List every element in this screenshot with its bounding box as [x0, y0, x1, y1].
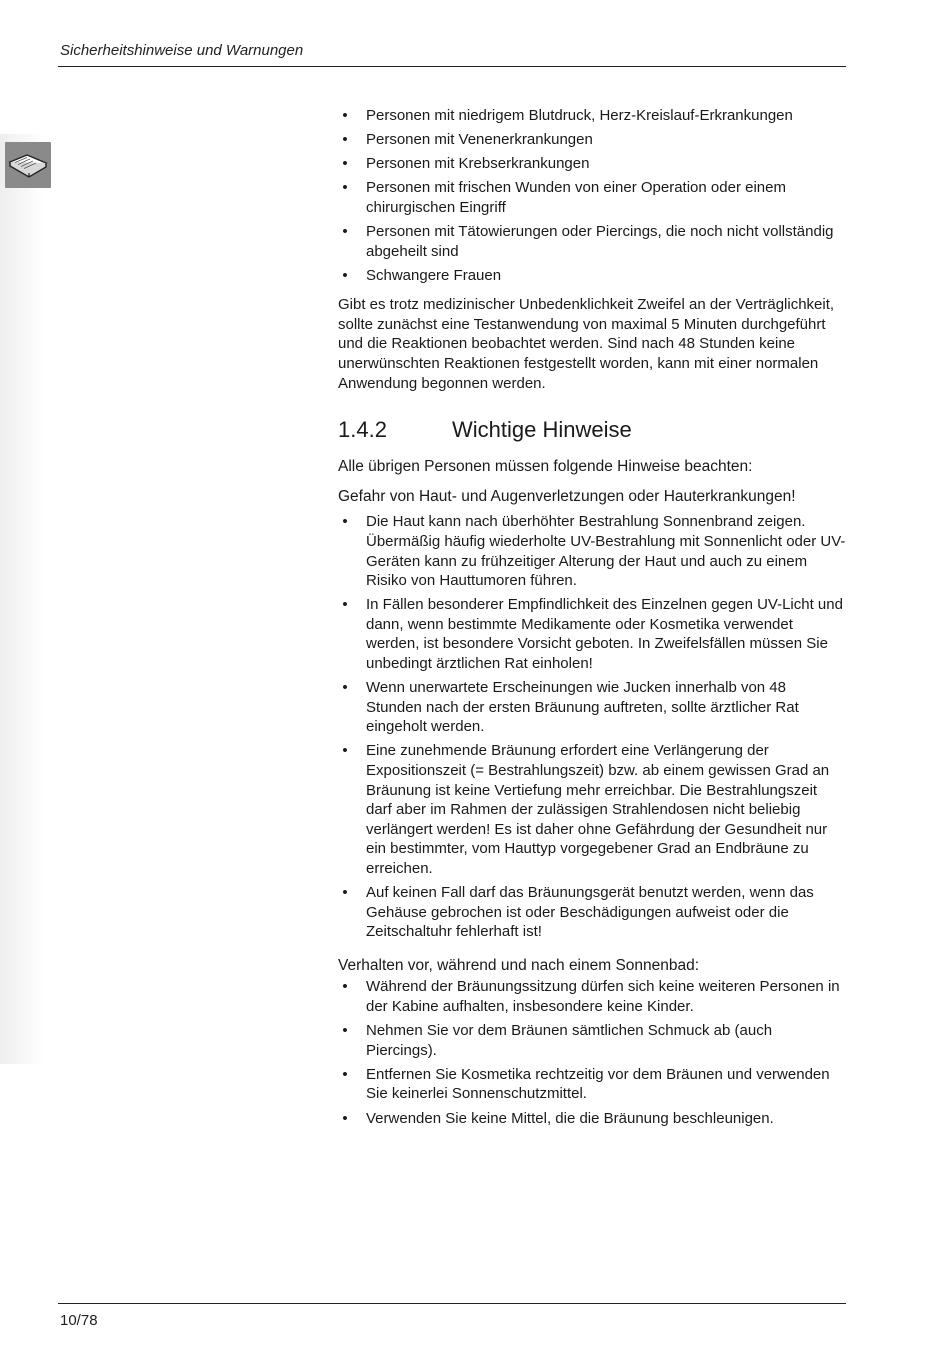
- bullet: •: [342, 179, 348, 197]
- bullet: •: [342, 742, 348, 760]
- section-title: Wichtige Hinweise: [452, 417, 632, 443]
- header-rule: [58, 66, 846, 67]
- list-item-text: In Fällen besonderer Empfindlichkeit des Einzelnen gegen UV-Licht und dann, wenn bestimmte Medikamente oder Kosmetika verwendet werden, ist besondere Vorsicht geboten. In Zweifelsfällen müssen Sie unbedingt ärztlichen Rat einholen!: [366, 596, 843, 673]
- list-item-text: Schwangere Frauen: [366, 266, 502, 284]
- list-item-text: Während der Bräunungssitzung dürfen sich keine weiteren Personen in der Kabine aufhalten, insbesondere keine Kinder.: [366, 978, 840, 1016]
- side-strip: [0, 134, 44, 1064]
- bullet: •: [342, 679, 348, 697]
- list-item: [338, 1021, 846, 1060]
- risk-groups-list: [338, 106, 846, 285]
- list-item-text: Personen mit niedrigem Blutdruck, Herz-Kreislauf-Erkrankungen: [366, 107, 793, 124]
- book-icon: [5, 142, 51, 188]
- list-item: [338, 154, 846, 174]
- bullet: •: [342, 513, 348, 531]
- list-item-text: Entfernen Sie Kosmetika rechtzeitig vor dem Bräunen und verwenden Sie keinerlei Sonnenschutzmittel.: [366, 1065, 830, 1103]
- list-item-text: Nehmen Sie vor dem Bräunen sämtlichen Schmuck ab (auch Piercings).: [366, 1022, 773, 1059]
- bullet: •: [342, 266, 348, 284]
- bullet: •: [342, 884, 348, 902]
- page-number: 10/78: [60, 1312, 98, 1329]
- list-item: [338, 1065, 846, 1104]
- warning-list: [338, 512, 846, 941]
- bullet: •: [342, 131, 348, 149]
- running-header: Sicherheitshinweise und Warnungen: [60, 42, 304, 59]
- list-item: [338, 178, 846, 217]
- list-item: [338, 678, 846, 737]
- list-item-text: Die Haut kann nach überhöhter Bestrahlung Sonnenbrand zeigen. Übermäßig häufig wiederholte UV-Bestrahlung mit Sonnenlicht oder UV-Geräten kann zu frühzeitiger Alterung der Haut und auch zu einem Risiko von Hauttumoren führen.: [366, 513, 846, 590]
- list-item: [338, 883, 846, 942]
- section-heading: [338, 415, 846, 445]
- bullet: •: [342, 978, 348, 996]
- intro-text: Alle übrigen Personen müssen folgende Hinweise beachten:: [338, 458, 753, 476]
- list-item: [338, 222, 846, 261]
- list-item: [338, 741, 846, 878]
- bullet: •: [342, 1109, 348, 1127]
- list-item: [338, 595, 846, 673]
- behavior-heading: Verhalten vor, während und nach einem Sonnenbad:: [338, 956, 700, 974]
- list-item-text: Eine zunehmende Bräunung erfordert eine Verlängerung der Expositionszeit (= Bestrahlungszeit) bzw. ab einem gewissen Grad an Bräunung ist keine Vertiefung mehr erreichbar. Die Bestrahlungszeit darf aber im Rahmen der zulässigen Strahlendosen nicht beliebig verlängert werden! Es ist daher ohne Gefährdung der Gesundheit nur ein bestimmter, vom Hauttyp vorgegebener Grad an Endbräune zu erreichen.: [366, 742, 830, 877]
- footer-rule: [58, 1303, 846, 1304]
- list-item: [338, 106, 846, 126]
- list-item: [338, 512, 846, 590]
- list-item-text: Wenn unerwartete Erscheinungen wie Jucken innerhalb von 48 Stunden nach der ersten Bräunung auftreten, sollte ärztlicher Rat eingeholt werden.: [366, 679, 799, 736]
- bullet: •: [342, 155, 348, 173]
- bullet: •: [342, 1065, 348, 1083]
- list-item: [338, 1109, 846, 1129]
- list-item-text: Auf keinen Fall darf das Bräunungsgerät benutzt werden, wenn das Gehäuse gebrochen ist oder Beschädigungen aufweist oder die Zeitschaltuhr fehlerhaft ist!: [366, 884, 814, 941]
- list-item: [338, 977, 846, 1016]
- list-item-text: Personen mit Krebserkrankungen: [366, 155, 590, 173]
- test-application-paragraph: Gibt es trotz medizinischer Unbedenklichkeit Zweifel an der Verträglichkeit, sollte zunächst eine Testanwendung von maximal 5 Minuten durchgeführt und die Reaktionen beobachtet werden. Sind nach 48 Stunden keine unerwünschten Reaktionen festgestellt worden, kann mit einer normalen Anwendung begonnen werden.: [338, 296, 835, 392]
- bullet: •: [342, 222, 348, 240]
- bullet: •: [342, 596, 348, 614]
- list-item-text: Personen mit Tätowierungen oder Piercings, die noch nicht vollständig abgeheilt sind: [366, 222, 834, 260]
- bullet: •: [342, 1022, 348, 1040]
- danger-warning: Gefahr von Haut- und Augenverletzungen oder Hauterkrankungen!: [338, 487, 796, 505]
- list-item-text: Personen mit frischen Wunden von einer Operation oder einem chirurgischen Eingriff: [366, 179, 786, 216]
- list-item-text: Verwenden Sie keine Mittel, die die Bräunung beschleunigen.: [366, 1109, 774, 1127]
- section-number: 1.4.2: [338, 417, 387, 443]
- behavior-list: [338, 977, 846, 1128]
- bullet: •: [342, 107, 348, 124]
- list-item: [338, 130, 846, 150]
- list-item-text: Personen mit Venenerkrankungen: [366, 131, 593, 149]
- list-item: [338, 266, 846, 286]
- main-content: [338, 106, 846, 1133]
